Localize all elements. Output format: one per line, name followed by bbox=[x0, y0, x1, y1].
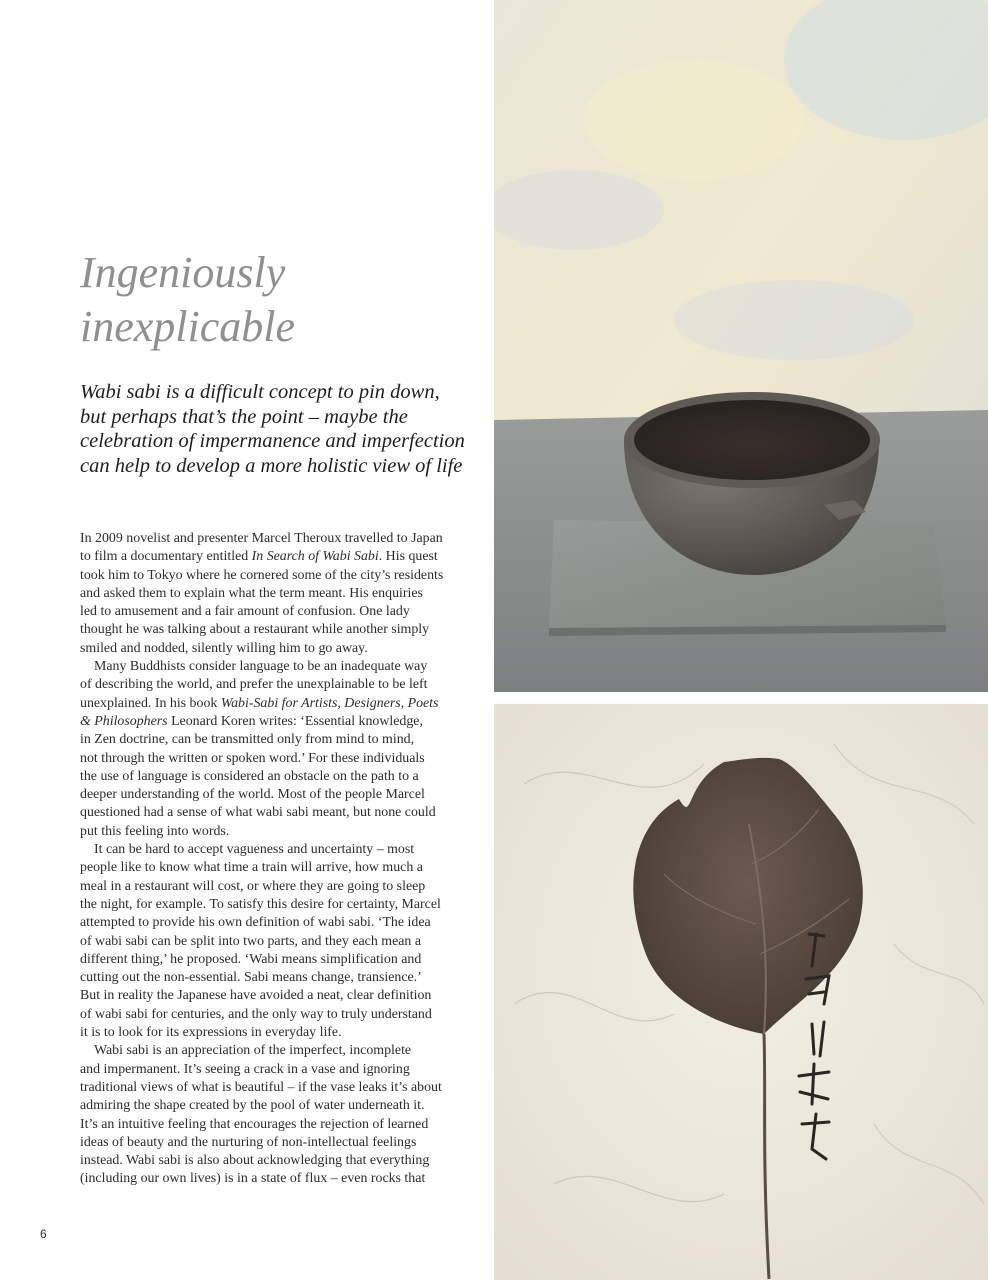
body-line: of wabi sabi can be split into two parts, and they each mean a bbox=[80, 933, 421, 949]
standfirst bbox=[80, 380, 490, 478]
body-line: and asked them to explain what the term meant. His enquiries bbox=[80, 585, 423, 601]
standfirst-line: celebration of impermanence and imperfection bbox=[80, 430, 465, 452]
body-line: different thing,’ he proposed. ‘Wabi means simplification and bbox=[80, 951, 422, 967]
title-line: Ingeniously bbox=[80, 248, 286, 297]
title-line: inexplicable bbox=[80, 302, 296, 351]
body-line: not through the written or spoken word.’ For these individuals bbox=[80, 750, 425, 766]
body-line: ideas of beauty and the nurturing of non-intellectual feelings bbox=[80, 1134, 417, 1150]
body-line: & Philosophers Leonard Koren writes: ‘Essential knowledge, bbox=[80, 713, 423, 729]
body-line: instead. Wabi sabi is also about acknowledging that everything bbox=[80, 1153, 430, 1169]
body-line: in Zen doctrine, can be transmitted only from mind to mind, bbox=[80, 732, 415, 748]
body-line: the night, for example. To satisfy this desire for certainty, Marcel bbox=[80, 896, 441, 912]
body-line: led to amusement and a fair amount of confusion. One lady bbox=[80, 604, 410, 620]
body-line: attempted to provide his own definition of wabi sabi. ‘The idea bbox=[80, 915, 431, 931]
leaf-photo bbox=[494, 704, 988, 1280]
body-text bbox=[80, 530, 480, 1189]
body-line: of describing the world, and prefer the unexplainable to be left bbox=[80, 677, 428, 693]
bowl-photo bbox=[494, 0, 988, 692]
body-line: traditional views of what is beautiful – if the vase leaks it’s about bbox=[80, 1079, 442, 1095]
body-line: questioned had a sense of what wabi sabi meant, but none could bbox=[80, 805, 436, 821]
body-line: put this feeling into words. bbox=[80, 823, 230, 839]
book-title: Wabi-Sabi for Artists, Designers, Poets bbox=[220, 695, 439, 711]
body-line: unexplained. In his book Wabi-Sabi for Artists, Designers, Poets bbox=[80, 695, 439, 711]
standfirst-line: Wabi sabi is a difficult concept to pin down, bbox=[80, 381, 440, 403]
body-line: thought he was talking about a restaurant while another simply bbox=[80, 622, 430, 638]
body-line: people like to know what time a train will arrive, how much a bbox=[80, 860, 423, 876]
article-title bbox=[80, 246, 480, 354]
body-line: it is to look for its expressions in everyday life. bbox=[80, 1025, 342, 1041]
body-line: It’s an intuitive feeling that encourages the rejection of learned bbox=[80, 1116, 429, 1132]
body-line: In 2009 novelist and presenter Marcel Theroux travelled to Japan bbox=[80, 531, 443, 546]
body-line: the use of language is considered an obstacle on the path to a bbox=[80, 768, 419, 784]
body-line: took him to Tokyo where he cornered some of the city’s residents bbox=[80, 567, 444, 583]
page-number: 6 bbox=[40, 1227, 47, 1241]
body-line: of wabi sabi for centuries, and the only way to truly understand bbox=[80, 1006, 432, 1022]
body-line: deeper understanding of the world. Most of the people Marcel bbox=[80, 787, 425, 803]
body-line: cutting out the non-essential. Sabi means change, transience.’ bbox=[80, 970, 422, 986]
body-line: Wabi sabi is an appreciation of the imperfect, incomplete bbox=[94, 1043, 412, 1059]
body-line: smiled and nodded, silently willing him to go away. bbox=[80, 640, 368, 656]
body-line: It can be hard to accept vagueness and uncertainty – most bbox=[94, 842, 415, 858]
body-line: meal in a restaurant will cost, or where they are going to sleep bbox=[80, 878, 426, 894]
body-line: to film a documentary entitled In Search of Wabi Sabi. His quest bbox=[80, 549, 438, 565]
body-line: admiring the shape created by the pool of water underneath it. bbox=[80, 1098, 425, 1114]
body-line: and impermanent. It’s seeing a crack in a vase and ignoring bbox=[80, 1061, 410, 1077]
body-line: But in reality the Japanese have avoided a neat, clear definition bbox=[80, 988, 432, 1004]
book-title: & Philosophers bbox=[80, 713, 168, 729]
standfirst-line: but perhaps that’s the point – maybe the bbox=[80, 405, 408, 428]
body-line: (including our own lives) is in a state of flux – even rocks that bbox=[80, 1171, 426, 1187]
body-line: Many Buddhists consider language to be an inadequate way bbox=[94, 659, 428, 675]
standfirst-line: can help to develop a more holistic view of life bbox=[80, 454, 463, 477]
documentary-title: In Search of Wabi Sabi bbox=[251, 549, 379, 565]
